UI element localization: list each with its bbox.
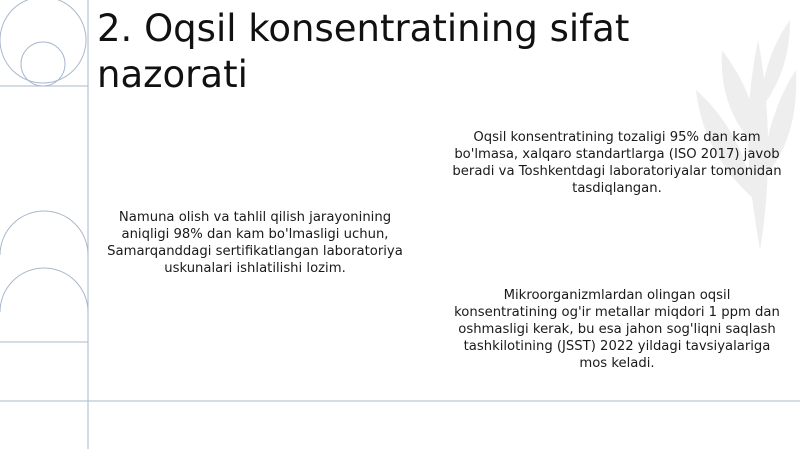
- slide-title: 2. Oqsil konsentratining sifat nazorati: [97, 7, 630, 96]
- paragraph-purity-standard: Oqsil konsentratining tozaligi 95% dan kam bo'lmasa, xalqaro standartlarga (ISO 2017) javob beradi va Toshkentdagi laboratoriyalar tomonidan tasdiqlangan.: [452, 130, 782, 196]
- paragraph-sampling-accuracy: Namuna olish va tahlil qilish jarayonining aniqligi 98% dan kam bo'lmasligi uchun, Samarqanddagi sertifikatlangan laboratoriya uskunalari ishlatilishi lozim.: [107, 210, 403, 276]
- small-circle-outline: [21, 42, 65, 86]
- paragraph-heavy-metals: Mikroorganizmlardan olingan oqsil konsentratining og'ir metallar miqdori 1 ppm dan oshmasligi kerak, bu esa jahon sog'liqni saqlash tashkilotining (JSST) 2022 yildagi tavsiyalariga mos keladi.: [454, 288, 780, 371]
- arch-upper-outline: [0, 211, 88, 255]
- arch-lower-outline: [0, 268, 88, 312]
